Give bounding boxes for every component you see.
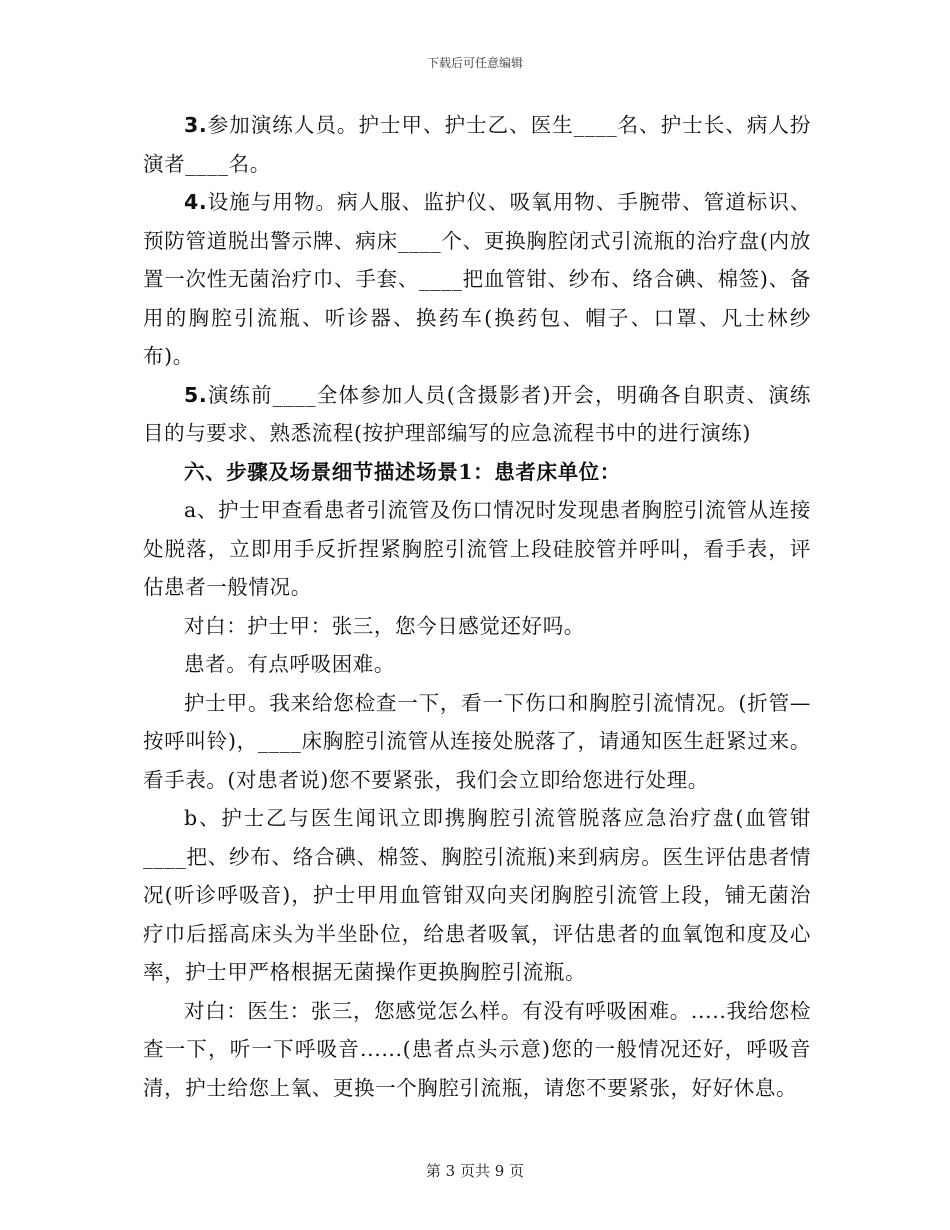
paragraph-step-b: b、护士乙与医生闻讯立即携胸腔引流管脱落应急治疗盘(血管钳____把、纱布、络合碘、棉签、胸腔引流瓶)来到病房。医生评估患者情况(听诊呼吸音)，护士甲用血管钳双向夹闭胸腔引流管上段，铺无菌治疗巾后摇高床头为半坐卧位，给患者吸氧，评估患者的血氧饱和度及心率，护士甲严格根据无菌操作更换胸腔引流瓶。 [143, 806, 811, 984]
page-footer: 第 3 页共 9 页 [425, 1162, 525, 1180]
paragraph-step-a: a、护士甲查看患者引流管及伤口情况时发现患者胸腔引流管从连接处脱落，立即用手反折捏紧胸腔引流管上段硅胶管并呼叫，看手表，评估患者一般情况。 [143, 498, 811, 599]
item-number: 3. [184, 113, 208, 137]
paragraph-dialogue-1: 对白：护士甲：张三，您今日感觉还好吗。 [184, 613, 585, 638]
paragraph-pre-drill [143, 376, 811, 453]
paragraph-text: 设施与用物。病人服、监护仪、吸氧用物、手腕带、管道标识、预防管道脱出警示牌、病床____个、更换胸腔闭式引流瓶的治疗盘(内放置一次性无菌治疗巾、手套、____把血管钳、纱布、络合碘、棉签)、备用的胸腔引流瓶、听诊器、换药车(换药包、帽子、口罩、凡士林纱布)。 [143, 190, 811, 368]
section-heading: 六、步骤及场景细节描述场景1：患者床单位： [184, 459, 621, 484]
paragraph-facilities [143, 183, 811, 376]
item-number: 5. [184, 382, 208, 407]
paragraph-patient-reply: 患者。有点呼吸困难。 [184, 652, 395, 676]
paragraph-text: 演练前____全体参加人员(含摄影者)开会，明确各自职责、演练目的与要求、熟悉流程(按护理部编写的应急流程书中的进行演练) [143, 382, 811, 445]
item-number: 4. [184, 190, 208, 214]
document-body [143, 106, 811, 1107]
paragraph-dialogue-2: 对白：医生：张三，您感觉怎么样。有没有呼吸困难。.....我给您检查一下，听一下呼吸音......(患者点头示意)您的一般情况还好，呼吸音清，护士给您上氧、更换一个胸腔引流瓶，请您不要紧张，好好休息。 [143, 998, 811, 1100]
paragraph-text: 参加演练人员。护士甲、护士乙、医生____名、护士长、病人扮演者____名。 [143, 113, 811, 176]
paragraph-nurse-reply: 护士甲。我来给您检查一下，看一下伤口和胸腔引流情况。(折管—按呼叫铃)，____床胸腔引流管从连接处脱落了，请通知医生赶紧过来。看手表。(对患者说)您不要紧张，我们会立即给您进行处理。 [143, 690, 811, 792]
page-header: 下载后可任意编辑 [426, 56, 523, 70]
paragraph-participants [143, 106, 811, 183]
